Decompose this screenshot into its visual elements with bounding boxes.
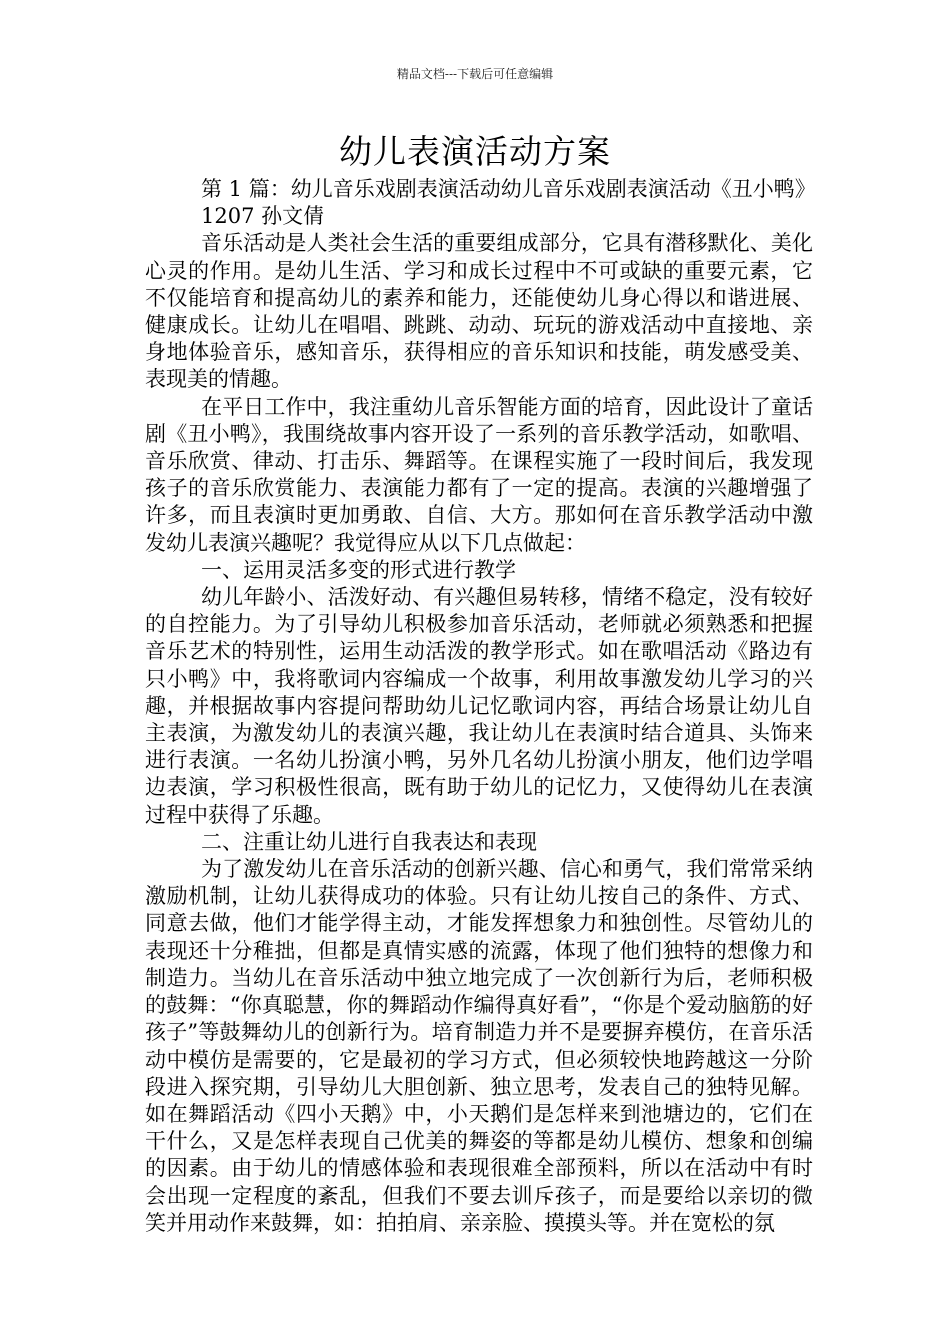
body-paragraph: 在平日工作中，我注重幼儿音乐智能方面的培育，因此设计了童话剧《丑小鸭》，我围绕故事内容开设了一系列的音乐教学活动，如歌唱、音乐欣赏、律动、打击乐、舞蹈等。在课程实施了一段时间后，我发现孩子的音乐欣赏能力、表演能力都有了一定的提高。表演的兴趣增强了许多，而且表演时更加勇敢、自信、大方。那如何在音乐教学活动中激发幼儿表演兴趣呢？我觉得应从以下几点做起： [145,394,813,555]
body-paragraph: 音乐活动是人类社会生活的重要组成部分，它具有潜移默化、美化心灵的作用。是幼儿生活、学习和成长过程中不可或缺的重要元素，它不仅能培育和提高幼儿的素养和能力，还能使幼儿身心得以和谐进展、健康成长。让幼儿在唱唱、跳跳、动动、玩玩的游戏活动中直接地、亲身地体验音乐，感知音乐，获得相应的音乐知识和技能，萌发感受美、表现美的情趣。 [145,231,813,392]
document-body [145,176,816,1237]
section-heading-2: 二、注重让幼儿进行自我表达和表现 [201,829,537,854]
section-heading-part-1: 第 1 篇：幼儿音乐戏剧表演活动幼儿音乐戏剧表演活动《丑小鸭》 [201,177,816,201]
body-paragraph: 幼儿年龄小、活泼好动、有兴趣但易转移，情绪不稳定，没有较好的自控能力。为了引导幼儿积极参加音乐活动，老师就必须熟悉和把握音乐艺术的特别性，运用生动活泼的教学形式。如在歌唱活动《路边有只小鸭》中，我将歌词内容编成一个故事，利用故事激发幼儿学习的兴趣，并根据故事内容提问帮助幼儿记忆歌词内容，再结合场景让幼儿自主表演，为激发幼儿的表演兴趣，我让幼儿在表演时结合道具、头饰来进行表演。一名幼儿扮演小鸭，另外几名幼儿扮演小朋友，他们边学唱边表演，学习积极性很高，既有助于幼儿的记忆力，又使得幼儿在表演过程中获得了乐趣。 [145,585,813,827]
document-title: 幼儿表演活动方案 [339,132,611,171]
page-header-note: 精品文档---下载后可任意编辑 [396,67,554,81]
author-line: 1207 孙文倩 [201,204,325,229]
body-paragraph: 为了激发幼儿在音乐活动的创新兴趣、信心和勇气，我们常常采纳激励机制，让幼儿获得成功的体验。只有让幼儿按自己的条件、方式、同意去做，他们才能学得主动，才能发挥想象力和独创性。尽管幼儿的表现还十分稚拙，但都是真情实感的流露，体现了他们独特的想像力和制造力。当幼儿在音乐活动中独立地完成了一次创新行为后，老师积极的鼓舞：“你真聪慧，你的舞蹈动作编得真好看”，“你是个爱动脑筋的好孩子”等鼓舞幼儿的创新行为。培育制造力并不是要摒弃模仿，在音乐活动中模仿是需要的，它是最初的学习方式，但必须较快地跨越这一分阶段进入探究期，引导幼儿大胆创新、独立思考，发表自己的独特见解。如在舞蹈活动《四小天鹅》中，小天鹅们是怎样来到池塘边的，它们在干什么，又是怎样表现自己优美的舞姿的等都是幼儿模仿、想象和创编的因素。由于幼儿的情感体验和表现很难全部预料，所以在活动中有时会出现一定程度的紊乱，但我们不要去训斥孩子，而是要给以亲切的微笑并用动作来鼓舞，如：拍拍肩、亲亲脸、摸摸头等。并在宽松的氛 [145,857,813,1235]
section-heading-1: 一、运用灵活多变的形式进行教学 [201,557,516,582]
